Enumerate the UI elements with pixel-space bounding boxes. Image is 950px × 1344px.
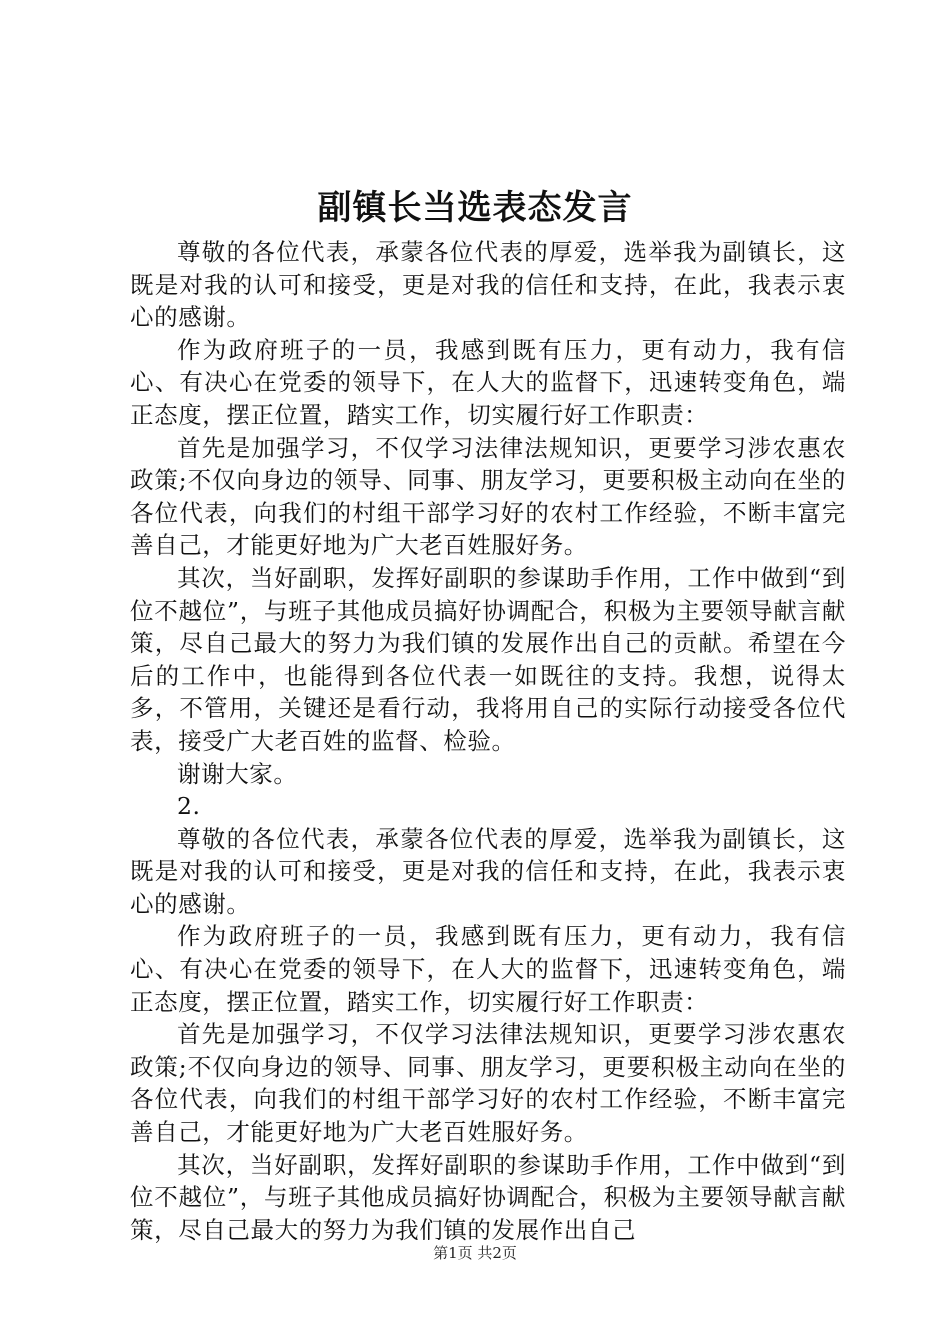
paragraph: 尊敬的各位代表，承蒙各位代表的厚爱，选举我为副镇长，这既是对我的认可和接受，更是对我的信任和支持，在此，我表示衷心的感谢。 [130,824,846,918]
paragraph: 首先是加强学习，不仅学习法律法规知识，更要学习涉农惠农政策;不仅向身边的领导、同事、朋友学习，更要积极主动向在坐的各位代表，向我们的村组干部学习好的农村工作经验，不断丰富完善自己，才能更好地为广大老百姓服好务。 [130,433,846,560]
paragraph: 首先是加强学习，不仅学习法律法规知识，更要学习涉农惠农政策;不仅向身边的领导、同事、朋友学习，更要积极主动向在坐的各位代表，向我们的村组干部学习好的农村工作经验，不断丰富完善自己，才能更好地为广大老百姓服好务。 [130,1020,846,1147]
section-number: 2. [177,792,201,821]
paragraph: 尊敬的各位代表，承蒙各位代表的厚爱，选举我为副镇长，这既是对我的认可和接受，更是对我的信任和支持，在此，我表示衷心的感谢。 [130,238,846,332]
page-footer: 第1页 共2页 [433,1244,517,1262]
paragraph: 谢谢大家。 [177,759,298,788]
paragraph: 其次，当好副职，发挥好副职的参谋助手作用，工作中做到“到位不越位”，与班子其他成员搞好协调配合，积极为主要领导献言献策，尽自己最大的努力为我们镇的发展作出自己的贡献。希望在今后的工作中，也能得到各位代表一如既往的支持。我想，说得太多，不管用，关键还是看行动，我将用自己的实际行动接受各位代表，接受广大老百姓的监督、检验。 [130,563,846,755]
paragraph: 作为政府班子的一员，我感到既有压力，更有动力，我有信心、有决心在党委的领导下，在人大的监督下，迅速转变角色，端正态度，摆正位置，踏实工作，切实履行好工作职责： [130,922,846,1016]
paragraph: 作为政府班子的一员，我感到既有压力，更有动力，我有信心、有决心在党委的领导下，在人大的监督下，迅速转变角色，端正态度，摆正位置，踏实工作，切实履行好工作职责： [130,335,846,429]
document-body [130,236,846,1246]
document-title: 副镇长当选表态发言 [317,188,633,228]
paragraph: 其次，当好副职，发挥好副职的参谋助手作用，工作中做到“到位不越位”，与班子其他成员搞好协调配合，积极为主要领导献言献策，尽自己最大的努力为我们镇的发展作出自己 [130,1150,846,1244]
